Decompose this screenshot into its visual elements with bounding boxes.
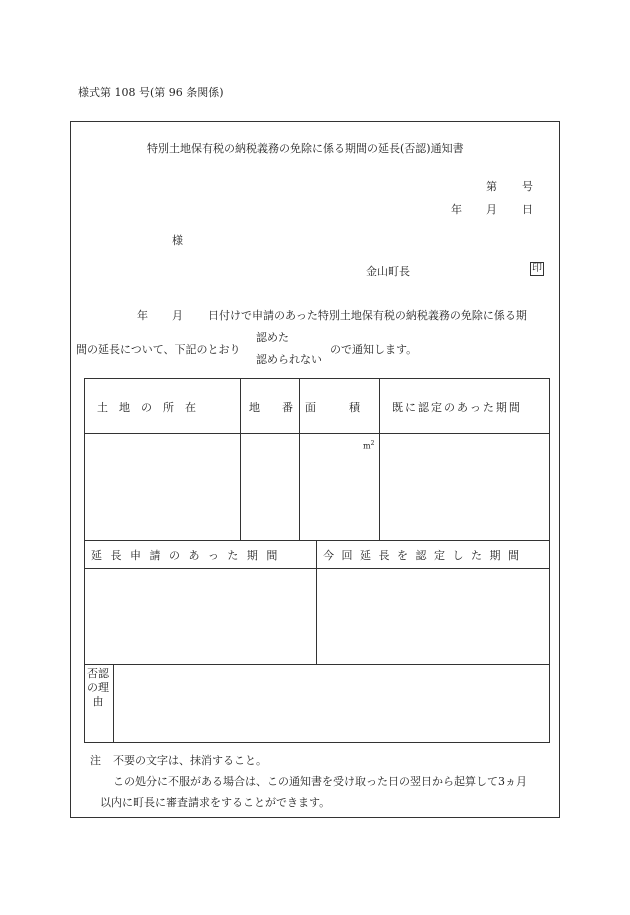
body-line2-post: ので通知します。 <box>330 343 418 356</box>
header-location <box>97 399 228 415</box>
header-extended-period: 今回延長を認定した期間 <box>323 549 527 562</box>
body-line1: 日付けで申請のあった特別土地保有税の納税義務の免除に係る期 <box>208 309 527 322</box>
issuer-name: 金山町長 <box>366 265 410 278</box>
table1-col-divider-1 <box>240 378 241 540</box>
area-unit <box>363 440 374 451</box>
choice-denied: 認められない <box>256 353 322 366</box>
reason-top-divider <box>84 664 550 665</box>
denial-reason-label: 否認の理由 <box>87 667 109 708</box>
header-location-text: 土 地 の 所 在 <box>97 401 196 414</box>
body-line2-pre: 間の延長について、下記のとおり <box>76 343 241 356</box>
header-lot-number: 地 番 <box>249 401 293 414</box>
date-day: 日 <box>522 203 533 216</box>
note-2-line1: この処分に不服がある場合は、この通知書を受け取った日の翌日から起算して3ヵ月 <box>113 775 527 788</box>
addressee-suffix: 様 <box>172 234 183 247</box>
note-2-line2: 以内に町長に審査請求をすることができます。 <box>100 796 331 809</box>
date-month: 月 <box>486 203 497 216</box>
doc-number-dai: 第 <box>486 180 497 193</box>
table2-top-divider <box>84 540 550 541</box>
seal-mark: 印 <box>532 263 542 274</box>
area-unit-sup: 2 <box>370 440 375 447</box>
date-year: 年 <box>451 203 462 216</box>
table2-header-divider <box>84 568 550 569</box>
header-area: 面 積 <box>305 401 360 414</box>
note-label: 注 <box>90 754 101 767</box>
body-month: 月 <box>172 309 183 322</box>
table1-header-divider <box>84 433 550 434</box>
doc-number-go: 号 <box>522 180 533 193</box>
header-requested-period: 延長申請のあった期間 <box>91 549 286 562</box>
document-title: 特別土地保有税の納税義務の免除に係る期間の延長(否認)通知書 <box>147 142 464 155</box>
body-year: 年 <box>137 309 148 322</box>
reason-col-divider <box>113 664 114 743</box>
note-1: 不要の文字は、抹消すること。 <box>113 754 267 767</box>
area-unit-m: m <box>363 441 371 451</box>
table1-col-divider-2 <box>299 378 300 540</box>
table1-col-divider-3 <box>379 378 380 540</box>
header-approved-period: 既に認定のあった期間 <box>392 401 522 414</box>
table2-col-divider <box>316 540 317 664</box>
choice-approved: 認めた <box>256 331 289 344</box>
form-number: 様式第 108 号(第 96 条関係) <box>78 86 224 99</box>
